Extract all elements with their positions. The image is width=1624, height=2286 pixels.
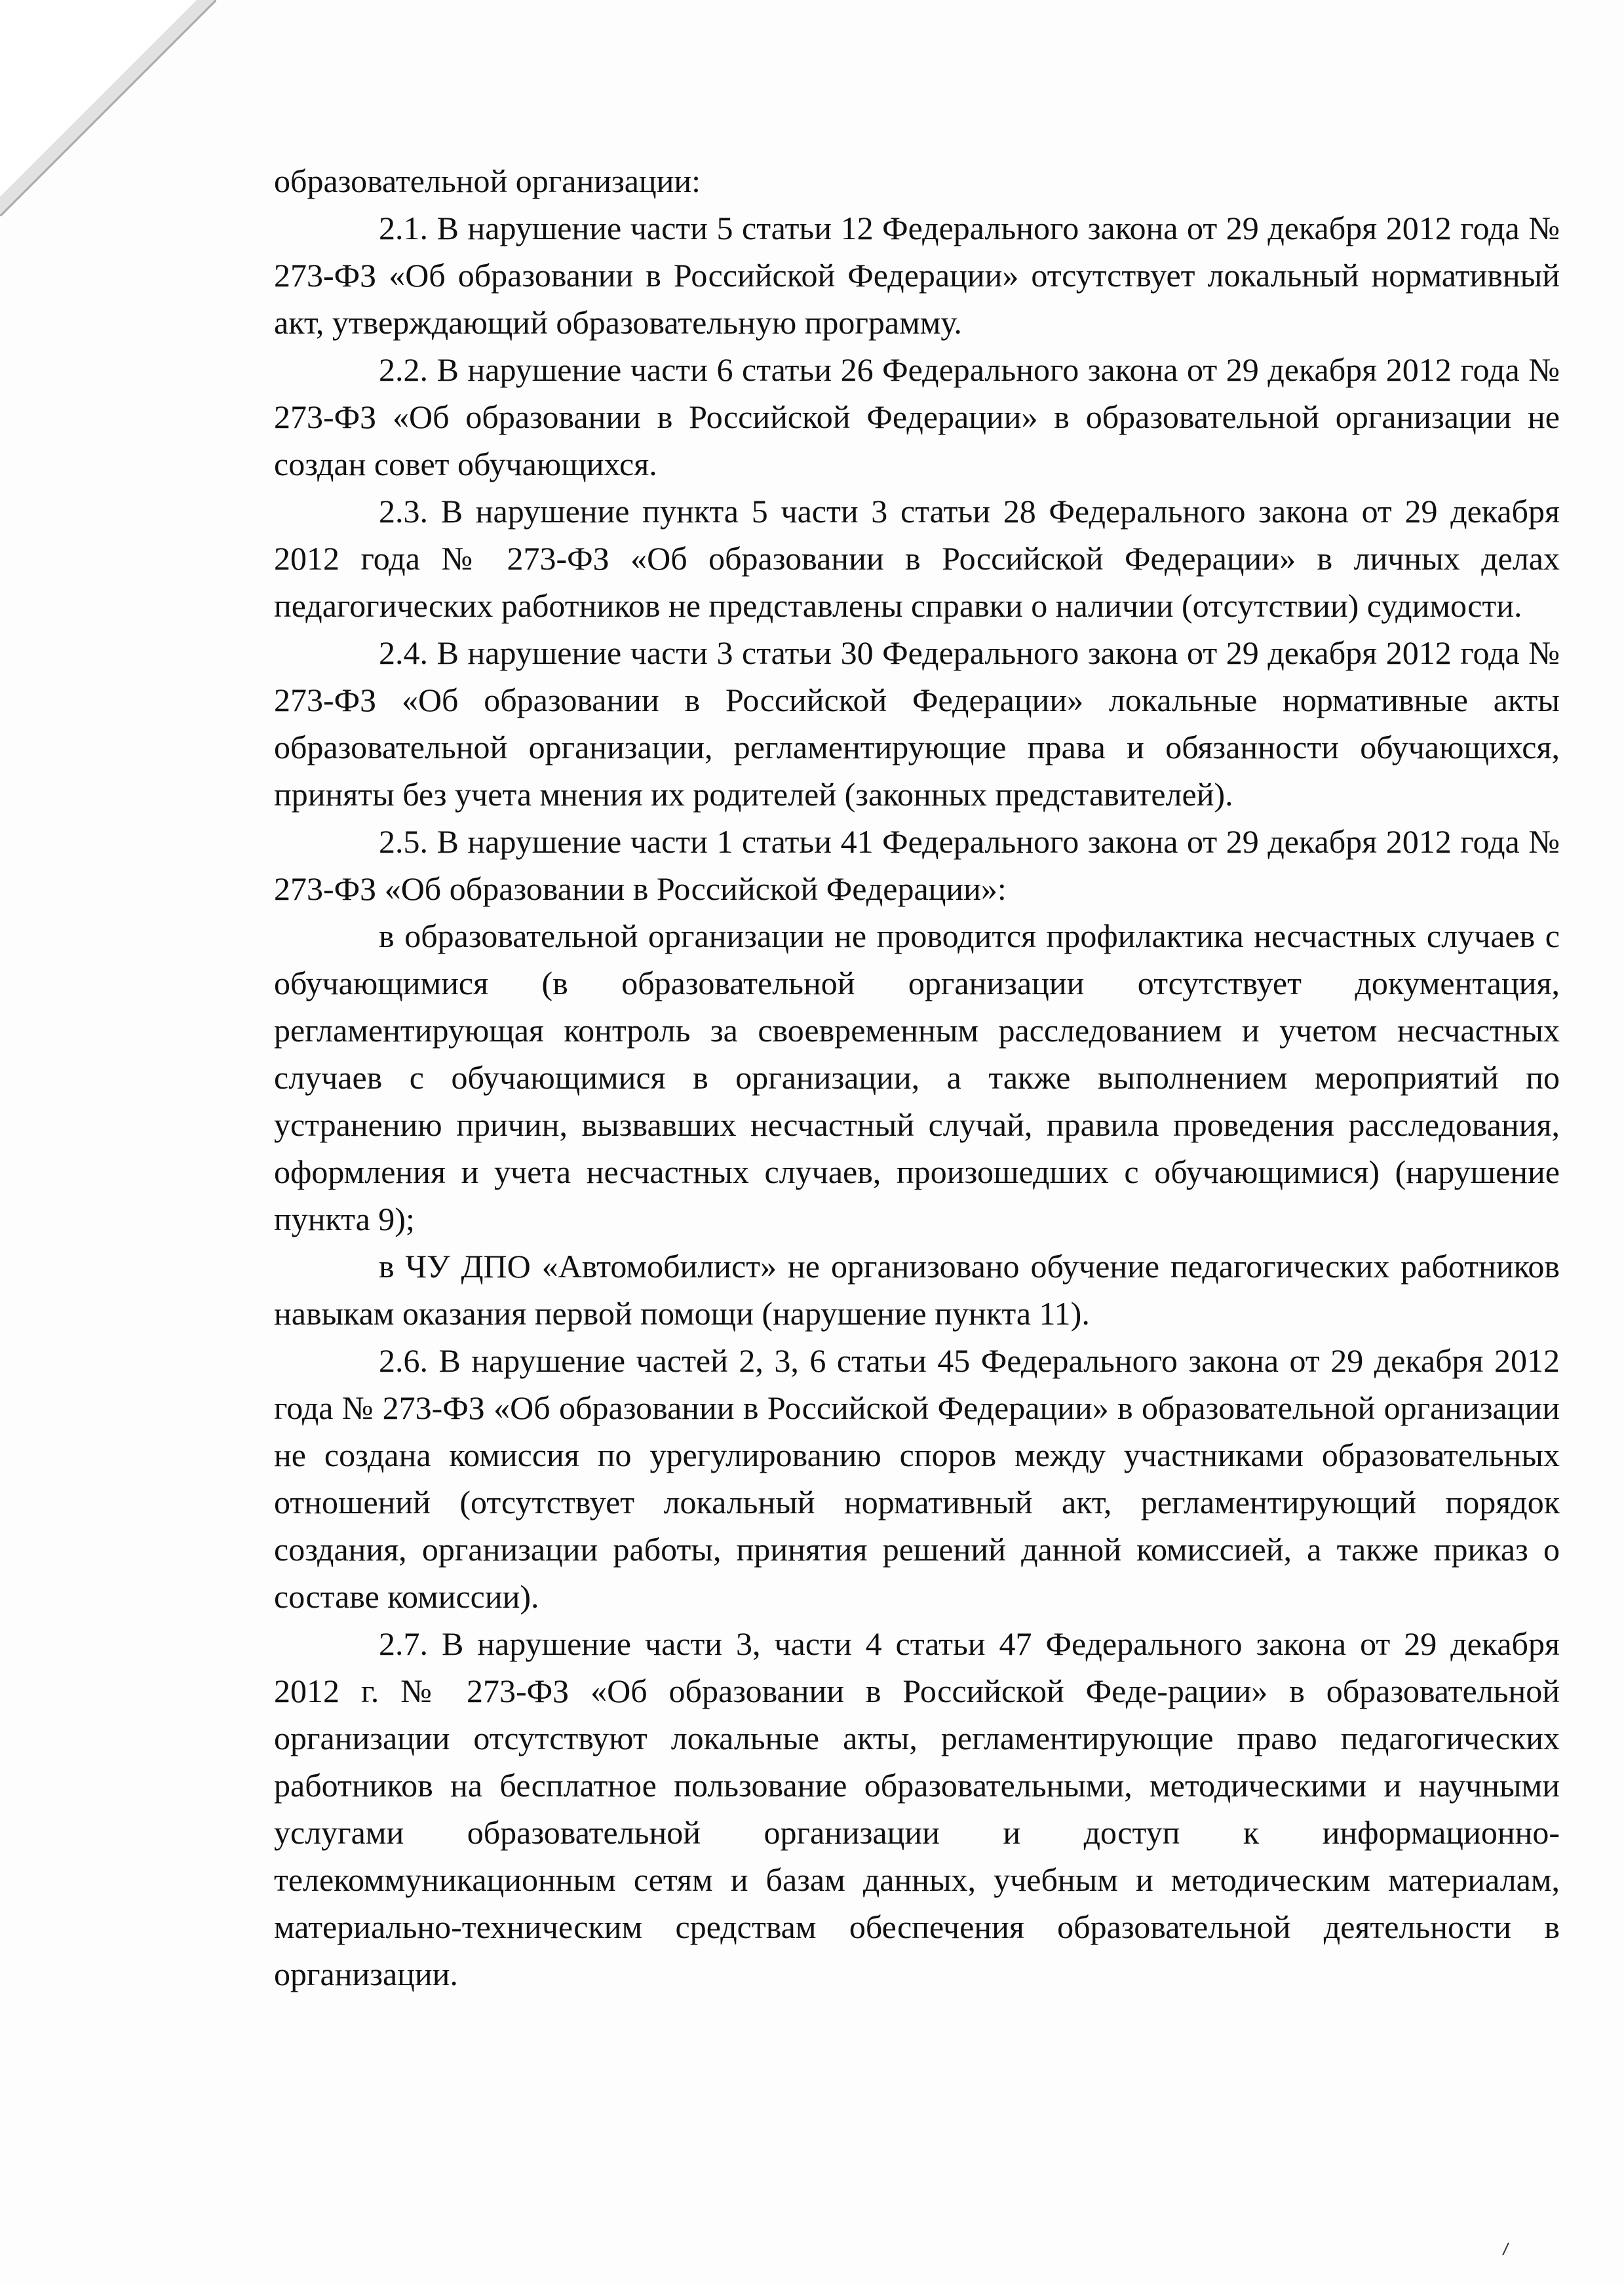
paragraph-2-5-item-1: в образовательной организации не проводится профилактика несчастных случаев с обучающимися (в образовательной организации отсутствует документация, регламентирующая контроль за своевременным расследованием и учетом несчастных случаев с обучающимися в организации, а также выполнением мероприятий по устранению причин, вызвавших несчастный случай, правила проведения расследования, оформления и учета несчастных случаев, произошедших с обучающимися) (нарушение пункта 9); xyxy=(274,918,1560,1237)
paragraph-2-1: 2.1. В нарушение части 5 статьи 12 Федерального закона от 29 декабря 2012 года № 273-ФЗ «Об образовании в Российской Федерации» отсутствует локальный нормативный акт, утверждающий образовательную программу. xyxy=(274,210,1560,341)
continuation-line: образовательной организации: xyxy=(274,163,701,199)
paragraph-2-3: 2.3. В нарушение пункта 5 части 3 статьи 28 Федерального закона от 29 декабря 2012 года № 273-ФЗ «Об образовании в Российской Федерации» в личных делах педагогических работников не представлены справки о наличии (отсутствии) судимости. xyxy=(274,493,1560,624)
paragraph-2-6: 2.6. В нарушение частей 2, 3, 6 статьи 45 Федерального закона от 29 декабря 2012 года № 273-ФЗ «Об образовании в Российской Федерации» в образовательной организации не создана комиссия по урегулированию споров между участниками образовательных отношений (отсутствует локальный нормативный акт, регламентирующий порядок создания, организации работы, принятия решений данной комиссией, а также приказ о составе комиссии). xyxy=(274,1342,1560,1615)
paragraph-2-4: 2.4. В нарушение части 3 статьи 30 Федерального закона от 29 декабря 2012 года № 273-ФЗ «Об образовании в Российской Федерации» локальные нормативные акты образовательной организации, регламентирующие права и обязанности обучающихся, приняты без учета мнения их родителей (законных представителей). xyxy=(274,634,1560,813)
paragraph-2-7: 2.7. В нарушение части 3, части 4 статьи 47 Федерального закона от 29 декабря 2012 г. № 273-ФЗ «Об образовании в Российской Феде-рации» в образовательной организации отсутствуют локальные акты, регламентирующие право педагогических работников на бесплатное пользование образовательными, методическими и научными услугами образовательной организации и доступ к информационно-телекоммуникационным сетям и базам данных, учебным и методическим материалам, материально-техническим средствам обеспечения образовательной деятельности в организации. xyxy=(274,1625,1560,1992)
pen-mark xyxy=(1501,2241,1510,2257)
paragraph-2-5: 2.5. В нарушение части 1 статьи 41 Федерального закона от 29 декабря 2012 года № 273-ФЗ «Об образовании в Российской Федерации»: xyxy=(274,823,1560,907)
folded-corner xyxy=(0,0,216,216)
document-body xyxy=(274,157,1560,1998)
paragraph-2-2: 2.2. В нарушение части 6 статьи 26 Федерального закона от 29 декабря 2012 года № 273-ФЗ «Об образовании в Российской Федерации» в образовательной организации не создан совет обучающихся. xyxy=(274,351,1560,482)
paragraph-2-5-item-2: в ЧУ ДПО «Автомобилист» не организовано обучение педагогических работников навыкам оказания первой помощи (нарушение пункта 11). xyxy=(274,1248,1560,1332)
